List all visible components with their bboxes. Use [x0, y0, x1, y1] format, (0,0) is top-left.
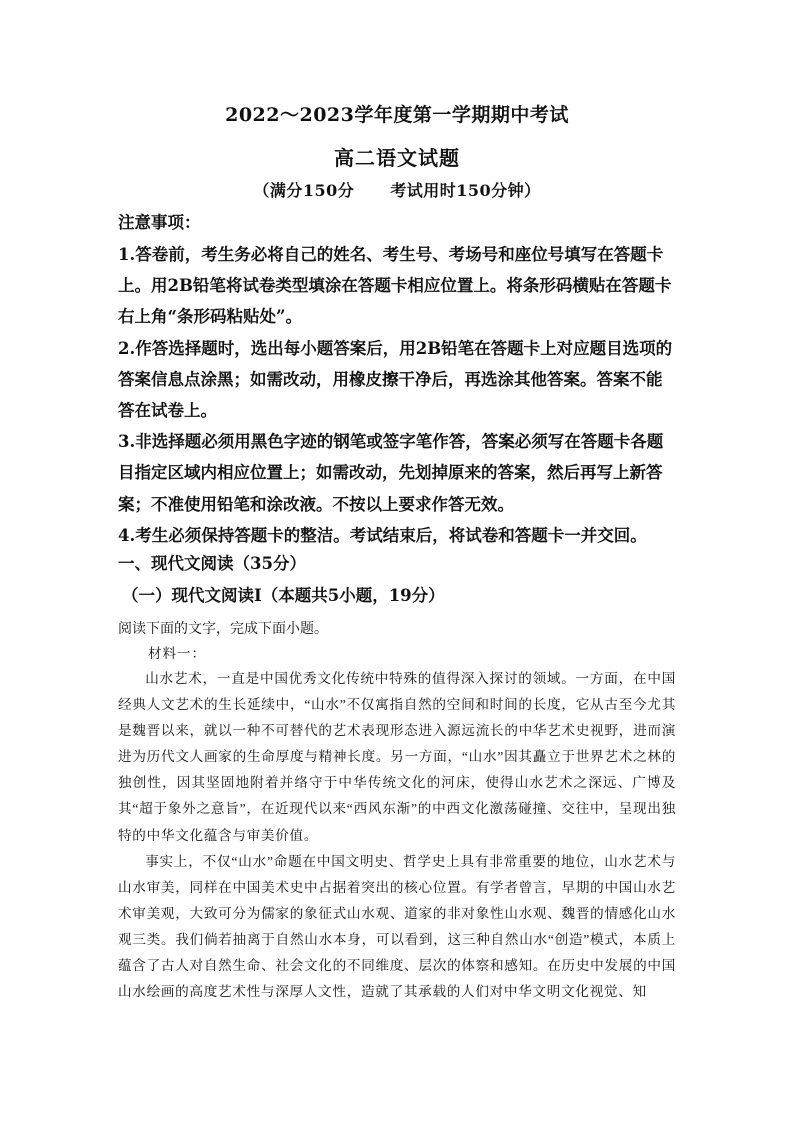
- note-item: 4.考生必须保持答题卡的整洁。考试结束后，将试卷和答题卡一并交回。: [118, 525, 647, 545]
- note-item: 1.答卷前，考生务必将自己的姓名、考生号、考场号和座位号填写在答题卡上。用2B铅笔将试卷类型填涂在答题卡相应位置上。将条形码横贴在答题卡右上角“条形码粘贴处”。: [118, 245, 672, 327]
- reading-instruction: 阅读下面的文字，完成下面小题。: [118, 621, 328, 637]
- score-info: （满分150分: [253, 181, 355, 200]
- exam-title: 2022～2023学年度第一学期期中考试: [225, 104, 569, 126]
- note-item: 2.作答选择题时，选出每小题答案后，用2B铅笔在答题卡上对应题目选项的答案信息点涂黑；如需改动，用橡皮擦干净后，再选涂其他答案。答案不能答在试卷上。: [118, 338, 673, 421]
- material-label: 材料一：: [148, 646, 206, 661]
- section-title: 一、现代文阅读（35分）: [118, 554, 306, 573]
- notes-section: [118, 210, 678, 551]
- note-item: 3.非选择题必须用黑色字迹的钢笔或签字笔作答，答案必须写在答题卡各题目指定区域内相应位置上；如需改动，先划掉原来的答案，然后再写上新答案；不准使用铅笔和涂改液。不按以上要求作答无效。: [118, 432, 664, 514]
- reading-passage: [118, 666, 676, 1005]
- exam-score-time: [0, 178, 794, 201]
- notes-heading: 注意事项：: [118, 213, 201, 232]
- exam-subtitle: 高二语文试题: [334, 146, 460, 170]
- section-subtitle: （一）现代文阅读Ⅰ（本题共5小题，19分）: [122, 586, 445, 605]
- passage-paragraph: 山水艺术，一直是中国优秀文化传统中特殊的值得深入探讨的领域。一方面，在中国经典人文艺术的生长延续中，“山水”不仅寓指自然的空间和时间的长度，它从古至今尤其是魏晋以来，就以一种不可替代的艺术表现形态进入源远流长的中华艺术史视野，进而演进为历代文人画家的生命厚度与精神长度。另一方面，“山水”因其矗立于世界艺术之林的独创性，因其坚固地附着并络守于中华传统文化的河床，使得山水艺术之深远、广博及其“超于象外之意旨”，在近现代以来“西风东渐”的中西文化激荡碰撞、交往中，呈现出独特的中华文化蕴含与审美价值。: [118, 671, 676, 843]
- passage-paragraph: 事实上，不仅“山水”命题在中国文明史、哲学史上具有非常重要的地位，山水艺术与山水审美，同样在中国美术史中占据着突出的核心位置。有学者曾言，早期的中国山水艺术审美观，大致可分为儒家的象征式山水观、道家的非对象性山水观、魏晋的情感化山水观三类。我们倘若抽离于自然山水本身，可以看到，这三种自然山水“创造”模式，本质上蕴含了古人对自然生命、社会文化的不同维度、层次的体察和感知。在历史中发展的中国山水绘画的高度艺术性与深厚人文性，造就了其承载的人们对中华文明文化视觉、知: [118, 853, 676, 1000]
- time-info: 考试用时150分钟）: [390, 181, 541, 200]
